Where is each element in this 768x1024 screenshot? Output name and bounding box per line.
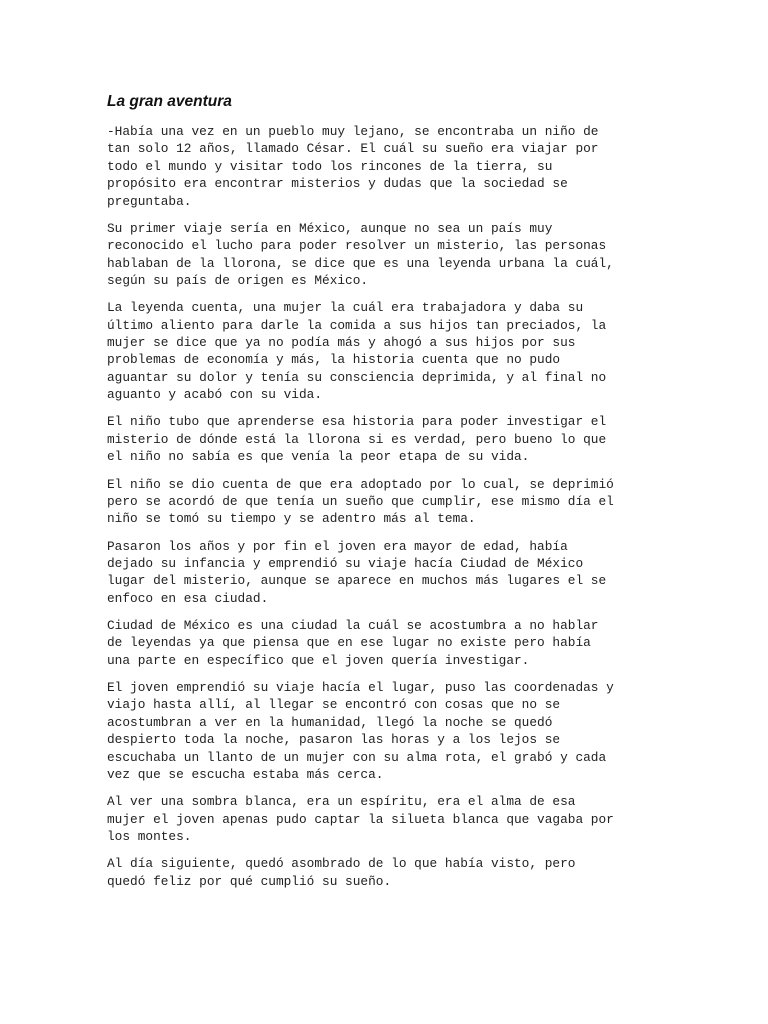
paragraph-6: Pasaron los años y por fin el joven era mayor de edad, había dejado su infancia y emprendió su viaje hacía Ciudad de México lugar del misterio, aunque se aparece en muchos más lugares el se enfoco en esa ciudad. — [107, 538, 607, 606]
paragraph-4: El niño tubo que aprenderse esa historia para poder investigar el misterio de dónde está la llorona si es verdad, pero bueno lo que el niño no sabía es que venía la peor etapa de su vida. — [107, 414, 607, 465]
paragraph-5: El niño se dio cuenta de que era adoptado por lo cual, se deprimió pero se acordó de que tenía un sueño que cumplir, ese mismo día el niño se tomó su tiempo y se adentro más al tema. — [107, 476, 614, 527]
paragraph-3: La leyenda cuenta, una mujer la cuál era trabajadora y daba su último aliento para darle la comida a sus hijos tan preciados, la mujer se dice que ya no podía más y ahogó a sus hijos por sus problemas de economía y más, la historia cuenta que no pudo aguantar su dolor y tenía su consciencia deprimida, y al final no aguanto y acabó con su vida. — [107, 300, 607, 403]
paragraph-1: -Había una vez en un pueblo muy lejano, se encontraba un niño de tan solo 12 años, llamado César. El cuál su sueño era viajar por todo el mundo y visitar todo los rincones de la tierra, su propósito era encontrar misterios y dudas que la sociedad se preguntaba. — [107, 124, 599, 209]
paragraph-7: Ciudad de México es una ciudad la cuál se acostumbra a no hablar de leyendas ya que piensa que en ese lugar no existe pero había una parte en específico que el joven quería investigar. — [107, 617, 599, 668]
document-title: La gran aventura — [107, 93, 232, 110]
paragraph-9: Al ver una sombra blanca, era un espíritu, era el alma de esa mujer el joven apenas pudo captar la silueta blanca que vagaba por los montes. — [107, 794, 614, 844]
document-page — [107, 92, 667, 900]
paragraph-10: Al día siguiente, quedó asombrado de lo que había visto, pero quedó feliz por qué cumplió su sueño. — [107, 856, 576, 889]
paragraph-2: Su primer viaje sería en México, aunque no sea un país muy reconocido el lucho para poder resolver un misterio, las personas hablaban de la llorona, se dice que es una leyenda urbana la cuál, según su país de origen es México. — [107, 220, 614, 289]
paragraph-8: El joven emprendió su viaje hacía el lugar, puso las coordenadas y viajo hasta allí, al llegar se encontró con cosas que no se acostumbran a ver en la humanidad, llegó la noche se quedó despierto toda la noche, pasaron las horas y a los lejos se escuchaba un llanto de un mujer con su alma rota, el grabó y cada vez que se escucha estaba más cerca. — [107, 679, 614, 782]
